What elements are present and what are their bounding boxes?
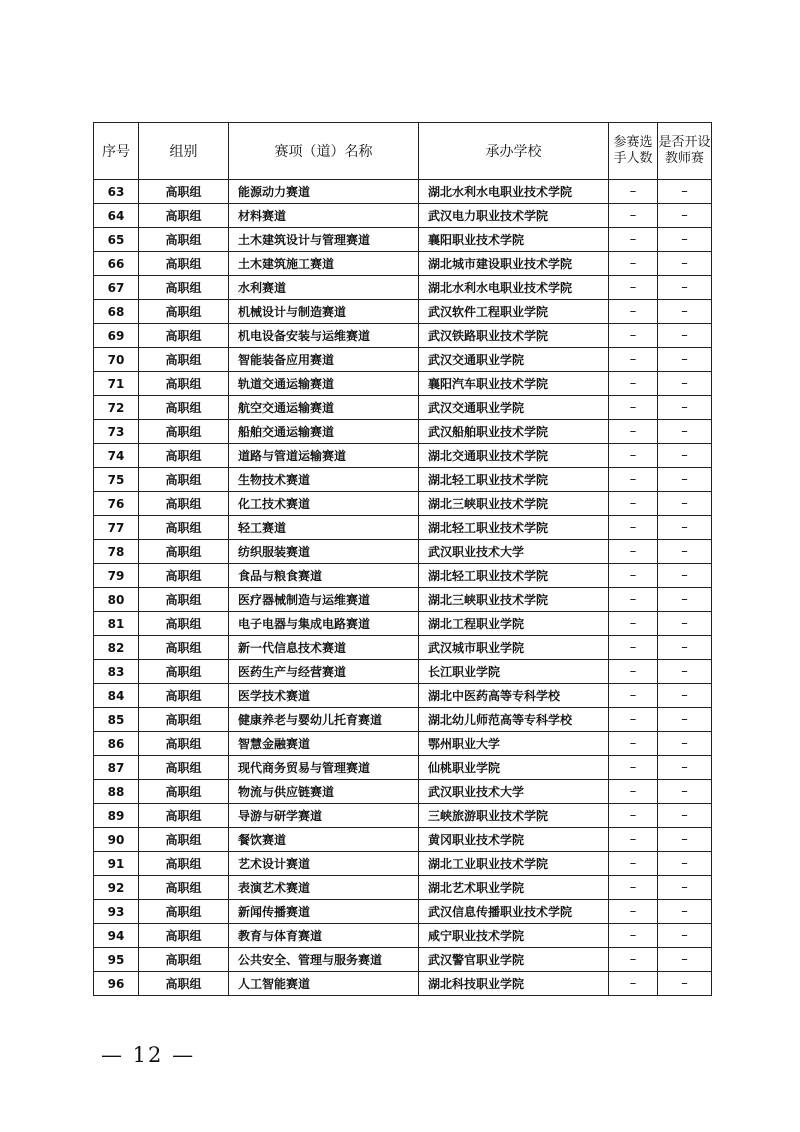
page-number: — 12 — bbox=[101, 1043, 196, 1067]
table-body bbox=[94, 180, 712, 996]
cell-no: 76 bbox=[94, 492, 139, 516]
cell-group: 高职组 bbox=[139, 972, 229, 996]
cell-teacher: – bbox=[658, 300, 712, 324]
table-row bbox=[94, 276, 712, 300]
cell-teacher: – bbox=[658, 804, 712, 828]
cell-event: 轨道交通运输赛道 bbox=[229, 372, 419, 396]
cell-event: 船舶交通运输赛道 bbox=[229, 420, 419, 444]
cell-school: 湖北科技职业学院 bbox=[419, 972, 609, 996]
cell-teacher: – bbox=[658, 492, 712, 516]
cell-teacher: – bbox=[658, 708, 712, 732]
cell-no: 77 bbox=[94, 516, 139, 540]
header-event: 赛项（道）名称 bbox=[229, 123, 419, 180]
cell-group: 高职组 bbox=[139, 636, 229, 660]
cell-teacher: – bbox=[658, 756, 712, 780]
table-row bbox=[94, 468, 712, 492]
cell-participants: – bbox=[609, 420, 658, 444]
cell-teacher: – bbox=[658, 396, 712, 420]
table-row bbox=[94, 924, 712, 948]
cell-school: 武汉职业技术大学 bbox=[419, 540, 609, 564]
cell-teacher: – bbox=[658, 780, 712, 804]
cell-school: 湖北工业职业技术学院 bbox=[419, 852, 609, 876]
cell-teacher: – bbox=[658, 852, 712, 876]
cell-school: 襄阳汽车职业技术学院 bbox=[419, 372, 609, 396]
table-row bbox=[94, 684, 712, 708]
cell-school: 湖北水利水电职业技术学院 bbox=[419, 276, 609, 300]
cell-school: 湖北三峡职业技术学院 bbox=[419, 492, 609, 516]
cell-group: 高职组 bbox=[139, 852, 229, 876]
header-group: 组别 bbox=[139, 123, 229, 180]
cell-group: 高职组 bbox=[139, 252, 229, 276]
cell-participants: – bbox=[609, 780, 658, 804]
cell-school: 武汉交通职业学院 bbox=[419, 396, 609, 420]
cell-no: 67 bbox=[94, 276, 139, 300]
cell-participants: – bbox=[609, 324, 658, 348]
header-participants: 参赛选手人数 bbox=[609, 123, 658, 180]
table-row bbox=[94, 492, 712, 516]
cell-school: 咸宁职业技术学院 bbox=[419, 924, 609, 948]
header-teacher: 是否开设教师赛 bbox=[658, 123, 712, 180]
cell-teacher: – bbox=[658, 228, 712, 252]
cell-school: 湖北轻工职业技术学院 bbox=[419, 468, 609, 492]
cell-no: 86 bbox=[94, 732, 139, 756]
cell-school: 湖北工程职业学院 bbox=[419, 612, 609, 636]
cell-school: 湖北城市建设职业技术学院 bbox=[419, 252, 609, 276]
cell-event: 生物技术赛道 bbox=[229, 468, 419, 492]
cell-event: 道路与管道运输赛道 bbox=[229, 444, 419, 468]
cell-participants: – bbox=[609, 372, 658, 396]
cell-teacher: – bbox=[658, 444, 712, 468]
cell-participants: – bbox=[609, 180, 658, 204]
cell-event: 物流与供应链赛道 bbox=[229, 780, 419, 804]
cell-participants: – bbox=[609, 228, 658, 252]
cell-no: 70 bbox=[94, 348, 139, 372]
cell-group: 高职组 bbox=[139, 300, 229, 324]
cell-participants: – bbox=[609, 924, 658, 948]
cell-participants: – bbox=[609, 732, 658, 756]
cell-teacher: – bbox=[658, 540, 712, 564]
cell-participants: – bbox=[609, 276, 658, 300]
table-row bbox=[94, 660, 712, 684]
cell-participants: – bbox=[609, 540, 658, 564]
cell-group: 高职组 bbox=[139, 900, 229, 924]
cell-participants: – bbox=[609, 636, 658, 660]
table-row bbox=[94, 780, 712, 804]
table-row bbox=[94, 876, 712, 900]
cell-participants: – bbox=[609, 900, 658, 924]
cell-teacher: – bbox=[658, 972, 712, 996]
cell-no: 63 bbox=[94, 180, 139, 204]
cell-no: 72 bbox=[94, 396, 139, 420]
cell-group: 高职组 bbox=[139, 396, 229, 420]
cell-school: 湖北艺术职业学院 bbox=[419, 876, 609, 900]
table-row bbox=[94, 948, 712, 972]
cell-group: 高职组 bbox=[139, 180, 229, 204]
cell-teacher: – bbox=[658, 900, 712, 924]
cell-participants: – bbox=[609, 516, 658, 540]
table-row bbox=[94, 324, 712, 348]
cell-group: 高职组 bbox=[139, 612, 229, 636]
cell-teacher: – bbox=[658, 252, 712, 276]
cell-group: 高职组 bbox=[139, 228, 229, 252]
table-row bbox=[94, 804, 712, 828]
cell-teacher: – bbox=[658, 876, 712, 900]
cell-event: 土木建筑施工赛道 bbox=[229, 252, 419, 276]
table-header bbox=[94, 123, 712, 180]
cell-event: 能源动力赛道 bbox=[229, 180, 419, 204]
cell-school: 湖北三峡职业技术学院 bbox=[419, 588, 609, 612]
cell-no: 88 bbox=[94, 780, 139, 804]
cell-teacher: – bbox=[658, 924, 712, 948]
cell-no: 71 bbox=[94, 372, 139, 396]
cell-no: 96 bbox=[94, 972, 139, 996]
cell-event: 公共安全、管理与服务赛道 bbox=[229, 948, 419, 972]
cell-participants: – bbox=[609, 492, 658, 516]
cell-school: 鄂州职业大学 bbox=[419, 732, 609, 756]
cell-teacher: – bbox=[658, 372, 712, 396]
table-row bbox=[94, 828, 712, 852]
cell-no: 73 bbox=[94, 420, 139, 444]
cell-event: 健康养老与婴幼儿托育赛道 bbox=[229, 708, 419, 732]
cell-no: 65 bbox=[94, 228, 139, 252]
cell-event: 航空交通运输赛道 bbox=[229, 396, 419, 420]
table-row bbox=[94, 756, 712, 780]
table-row bbox=[94, 348, 712, 372]
cell-no: 83 bbox=[94, 660, 139, 684]
cell-participants: – bbox=[609, 828, 658, 852]
cell-participants: – bbox=[609, 468, 658, 492]
cell-group: 高职组 bbox=[139, 468, 229, 492]
cell-no: 95 bbox=[94, 948, 139, 972]
cell-no: 90 bbox=[94, 828, 139, 852]
cell-no: 91 bbox=[94, 852, 139, 876]
table-row bbox=[94, 180, 712, 204]
cell-no: 80 bbox=[94, 588, 139, 612]
cell-event: 电子电器与集成电路赛道 bbox=[229, 612, 419, 636]
cell-school: 黄冈职业技术学院 bbox=[419, 828, 609, 852]
cell-school: 仙桃职业学院 bbox=[419, 756, 609, 780]
cell-participants: – bbox=[609, 852, 658, 876]
cell-no: 68 bbox=[94, 300, 139, 324]
cell-no: 94 bbox=[94, 924, 139, 948]
cell-participants: – bbox=[609, 204, 658, 228]
cell-event: 机械设计与制造赛道 bbox=[229, 300, 419, 324]
cell-event: 纺织服装赛道 bbox=[229, 540, 419, 564]
cell-school: 武汉软件工程职业学院 bbox=[419, 300, 609, 324]
table-row bbox=[94, 852, 712, 876]
cell-event: 新一代信息技术赛道 bbox=[229, 636, 419, 660]
cell-event: 医药生产与经营赛道 bbox=[229, 660, 419, 684]
table-row bbox=[94, 588, 712, 612]
cell-no: 69 bbox=[94, 324, 139, 348]
cell-teacher: – bbox=[658, 732, 712, 756]
cell-school: 武汉铁路职业技术学院 bbox=[419, 324, 609, 348]
cell-group: 高职组 bbox=[139, 924, 229, 948]
cell-participants: – bbox=[609, 348, 658, 372]
cell-no: 85 bbox=[94, 708, 139, 732]
cell-group: 高职组 bbox=[139, 348, 229, 372]
cell-teacher: – bbox=[658, 660, 712, 684]
cell-group: 高职组 bbox=[139, 948, 229, 972]
cell-event: 水利赛道 bbox=[229, 276, 419, 300]
table-row bbox=[94, 300, 712, 324]
cell-group: 高职组 bbox=[139, 804, 229, 828]
cell-event: 食品与粮食赛道 bbox=[229, 564, 419, 588]
cell-school: 湖北轻工职业技术学院 bbox=[419, 516, 609, 540]
cell-group: 高职组 bbox=[139, 276, 229, 300]
cell-no: 87 bbox=[94, 756, 139, 780]
cell-participants: – bbox=[609, 756, 658, 780]
table-row bbox=[94, 252, 712, 276]
cell-teacher: – bbox=[658, 588, 712, 612]
table-row bbox=[94, 972, 712, 996]
cell-group: 高职组 bbox=[139, 708, 229, 732]
cell-event: 现代商务贸易与管理赛道 bbox=[229, 756, 419, 780]
competition-table bbox=[93, 122, 712, 996]
cell-group: 高职组 bbox=[139, 828, 229, 852]
cell-event: 表演艺术赛道 bbox=[229, 876, 419, 900]
cell-participants: – bbox=[609, 612, 658, 636]
cell-teacher: – bbox=[658, 420, 712, 444]
cell-school: 长江职业学院 bbox=[419, 660, 609, 684]
cell-school: 湖北水利水电职业技术学院 bbox=[419, 180, 609, 204]
cell-participants: – bbox=[609, 972, 658, 996]
table-row bbox=[94, 372, 712, 396]
cell-school: 武汉职业技术大学 bbox=[419, 780, 609, 804]
cell-no: 81 bbox=[94, 612, 139, 636]
cell-group: 高职组 bbox=[139, 588, 229, 612]
cell-event: 医学技术赛道 bbox=[229, 684, 419, 708]
cell-event: 材料赛道 bbox=[229, 204, 419, 228]
table-row bbox=[94, 444, 712, 468]
cell-no: 64 bbox=[94, 204, 139, 228]
cell-teacher: – bbox=[658, 564, 712, 588]
cell-group: 高职组 bbox=[139, 324, 229, 348]
table-row bbox=[94, 900, 712, 924]
cell-teacher: – bbox=[658, 348, 712, 372]
cell-no: 82 bbox=[94, 636, 139, 660]
cell-no: 66 bbox=[94, 252, 139, 276]
cell-group: 高职组 bbox=[139, 492, 229, 516]
cell-event: 土木建筑设计与管理赛道 bbox=[229, 228, 419, 252]
cell-participants: – bbox=[609, 252, 658, 276]
cell-no: 92 bbox=[94, 876, 139, 900]
cell-teacher: – bbox=[658, 324, 712, 348]
cell-participants: – bbox=[609, 660, 658, 684]
cell-event: 艺术设计赛道 bbox=[229, 852, 419, 876]
cell-group: 高职组 bbox=[139, 876, 229, 900]
cell-group: 高职组 bbox=[139, 660, 229, 684]
cell-teacher: – bbox=[658, 636, 712, 660]
cell-event: 智慧金融赛道 bbox=[229, 732, 419, 756]
cell-no: 84 bbox=[94, 684, 139, 708]
cell-school: 湖北轻工职业技术学院 bbox=[419, 564, 609, 588]
cell-event: 轻工赛道 bbox=[229, 516, 419, 540]
cell-participants: – bbox=[609, 588, 658, 612]
cell-group: 高职组 bbox=[139, 780, 229, 804]
cell-group: 高职组 bbox=[139, 444, 229, 468]
cell-school: 湖北中医药高等专科学校 bbox=[419, 684, 609, 708]
table-row bbox=[94, 732, 712, 756]
cell-group: 高职组 bbox=[139, 540, 229, 564]
cell-school: 武汉警官职业学院 bbox=[419, 948, 609, 972]
cell-event: 机电设备安装与运维赛道 bbox=[229, 324, 419, 348]
cell-no: 75 bbox=[94, 468, 139, 492]
table-row bbox=[94, 396, 712, 420]
cell-teacher: – bbox=[658, 948, 712, 972]
table-header-row bbox=[94, 123, 712, 180]
cell-participants: – bbox=[609, 564, 658, 588]
header-no: 序号 bbox=[94, 123, 139, 180]
cell-teacher: – bbox=[658, 828, 712, 852]
cell-school: 武汉电力职业技术学院 bbox=[419, 204, 609, 228]
cell-school: 武汉信息传播职业技术学院 bbox=[419, 900, 609, 924]
cell-no: 74 bbox=[94, 444, 139, 468]
cell-group: 高职组 bbox=[139, 684, 229, 708]
cell-participants: – bbox=[609, 396, 658, 420]
cell-group: 高职组 bbox=[139, 372, 229, 396]
cell-group: 高职组 bbox=[139, 564, 229, 588]
table-row bbox=[94, 204, 712, 228]
cell-event: 人工智能赛道 bbox=[229, 972, 419, 996]
cell-school: 湖北交通职业技术学院 bbox=[419, 444, 609, 468]
cell-event: 化工技术赛道 bbox=[229, 492, 419, 516]
cell-participants: – bbox=[609, 948, 658, 972]
cell-no: 78 bbox=[94, 540, 139, 564]
cell-group: 高职组 bbox=[139, 204, 229, 228]
cell-no: 89 bbox=[94, 804, 139, 828]
cell-participants: – bbox=[609, 300, 658, 324]
cell-school: 襄阳职业技术学院 bbox=[419, 228, 609, 252]
cell-event: 餐饮赛道 bbox=[229, 828, 419, 852]
table-row bbox=[94, 708, 712, 732]
cell-participants: – bbox=[609, 876, 658, 900]
cell-group: 高职组 bbox=[139, 756, 229, 780]
table-row bbox=[94, 612, 712, 636]
table-row bbox=[94, 516, 712, 540]
cell-participants: – bbox=[609, 444, 658, 468]
cell-teacher: – bbox=[658, 204, 712, 228]
table-row bbox=[94, 420, 712, 444]
cell-participants: – bbox=[609, 708, 658, 732]
cell-event: 导游与研学赛道 bbox=[229, 804, 419, 828]
cell-group: 高职组 bbox=[139, 732, 229, 756]
cell-group: 高职组 bbox=[139, 516, 229, 540]
cell-teacher: – bbox=[658, 180, 712, 204]
table-row bbox=[94, 540, 712, 564]
cell-event: 教育与体育赛道 bbox=[229, 924, 419, 948]
cell-no: 93 bbox=[94, 900, 139, 924]
table-row bbox=[94, 228, 712, 252]
cell-teacher: – bbox=[658, 516, 712, 540]
cell-teacher: – bbox=[658, 684, 712, 708]
cell-participants: – bbox=[609, 684, 658, 708]
cell-no: 79 bbox=[94, 564, 139, 588]
cell-teacher: – bbox=[658, 276, 712, 300]
header-school: 承办学校 bbox=[419, 123, 609, 180]
cell-event: 智能装备应用赛道 bbox=[229, 348, 419, 372]
cell-school: 三峡旅游职业技术学院 bbox=[419, 804, 609, 828]
cell-teacher: – bbox=[658, 612, 712, 636]
cell-participants: – bbox=[609, 804, 658, 828]
cell-event: 医疗器械制造与运维赛道 bbox=[229, 588, 419, 612]
table-row bbox=[94, 636, 712, 660]
cell-school: 武汉船舶职业技术学院 bbox=[419, 420, 609, 444]
cell-event: 新闻传播赛道 bbox=[229, 900, 419, 924]
table-row bbox=[94, 564, 712, 588]
cell-school: 武汉交通职业学院 bbox=[419, 348, 609, 372]
cell-school: 湖北幼儿师范高等专科学校 bbox=[419, 708, 609, 732]
cell-school: 武汉城市职业学院 bbox=[419, 636, 609, 660]
cell-teacher: – bbox=[658, 468, 712, 492]
cell-group: 高职组 bbox=[139, 420, 229, 444]
